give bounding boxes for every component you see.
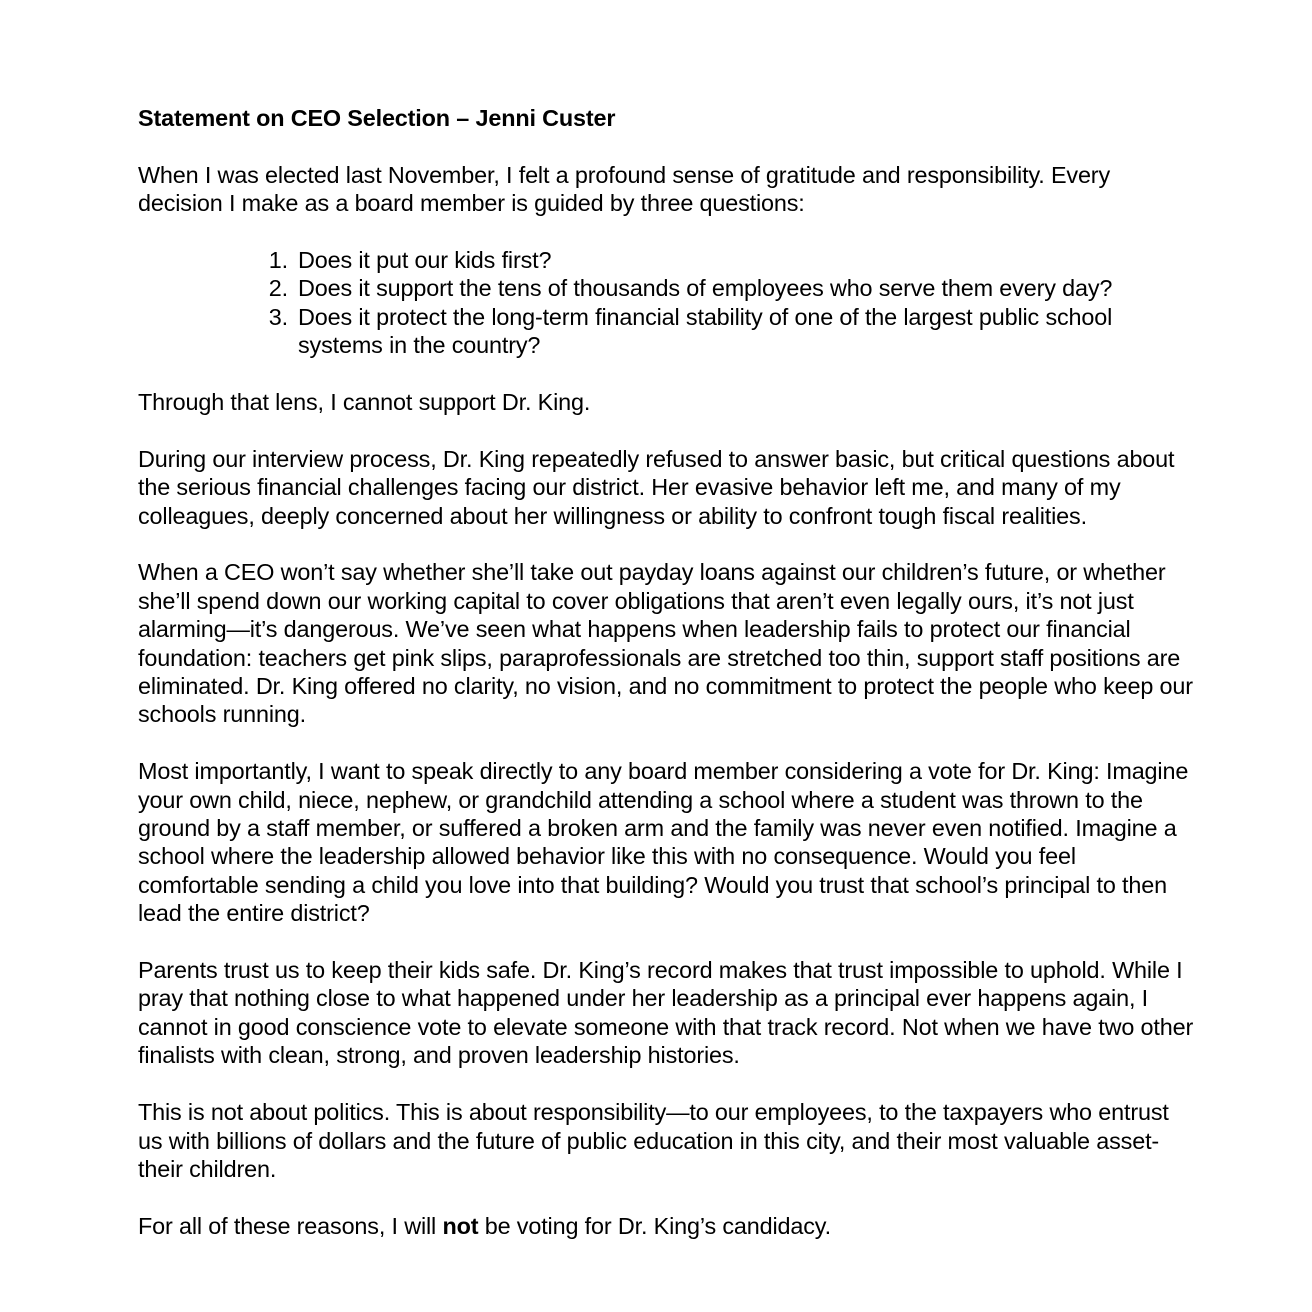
statement-document [138,104,1198,1269]
list-item [268,246,1198,274]
list-item-text: Does it put our kids first? [298,247,552,273]
politics-paragraph: This is not about politics. This is about responsibility—to our employees, to the taxpayers who entrust us with billions of dollars and the future of public education in this city, and their most valuable asset-their children. [138,1099,1169,1182]
list-item-number: 3. [268,303,288,330]
importantly-paragraph: Most importantly, I want to speak directly to any board member considering a vote for Dr. King: Imagine your own child, niece, nephew, or grandchild attending a school where a student was thrown to the ground by a staff member, or suffered a broken arm and the family was never even notified. Imagine a school where the leadership allowed behavior like this with no consequence. Would you feel comfortable sending a child you love into that building? Would you trust that school’s principal to then lead the entire district? [138,758,1189,927]
parents-paragraph: Parents trust us to keep their kids safe. Dr. King’s record makes that trust impossible to uphold. While I pray that nothing close to what happened under her leadership as a principal ever happens again, I cannot in good conscience vote to elevate someone with that track record. Not when we have two other finalists with clean, strong, and proven leadership histories. [138,957,1194,1069]
list-item [268,303,1198,360]
lens-paragraph: Through that lens, I cannot support Dr. King. [138,389,591,416]
list-item-text: Does it support the tens of thousands of employees who serve them every day? [298,275,1113,302]
intro-paragraph: When I was elected last November, I felt a profound sense of gratitude and responsibility. Every decision I make as a board member is guided by three questions: [138,161,1110,217]
closing-emphasis: not [442,1212,479,1239]
closing-text-after: be voting for Dr. King’s candidacy. [478,1212,831,1239]
closing-paragraph [138,1212,1198,1240]
ceo-finance-paragraph: When a CEO won’t say whether she’ll take out payday loans against our children’s future, or whether she’ll spend down our working capital to cover obligations that aren’t even legally ours, it’s not just alarming—it’s dangerous. We’ve seen what happens when leadership fails to protect our financial foundation: teachers get pink slips, paraprofessionals are stretched too thin, support staff positions are eliminated. Dr. King offered no clarity, no vision, and no commitment to protect the people who keep our schools running. [138,559,1193,728]
list-item-number: 2. [268,275,288,302]
document-title: Statement on CEO Selection – Jenni Custer [138,105,616,131]
list-item [268,274,1198,302]
list-item-number: 1. [268,247,288,273]
closing-text-before: For all of these reasons, I will [138,1212,443,1239]
list-item-text: Does it protect the long-term financial stability of one of the largest public school systems in the country? [298,303,1113,359]
interview-paragraph: During our interview process, Dr. King repeatedly refused to answer basic, but critical questions about the serious financial challenges facing our district. Her evasive behavior left me, and many of my colleagues, deeply concerned about her willingness or ability to confront tough fiscal realities. [138,445,1175,529]
guiding-questions-list [138,246,1198,360]
